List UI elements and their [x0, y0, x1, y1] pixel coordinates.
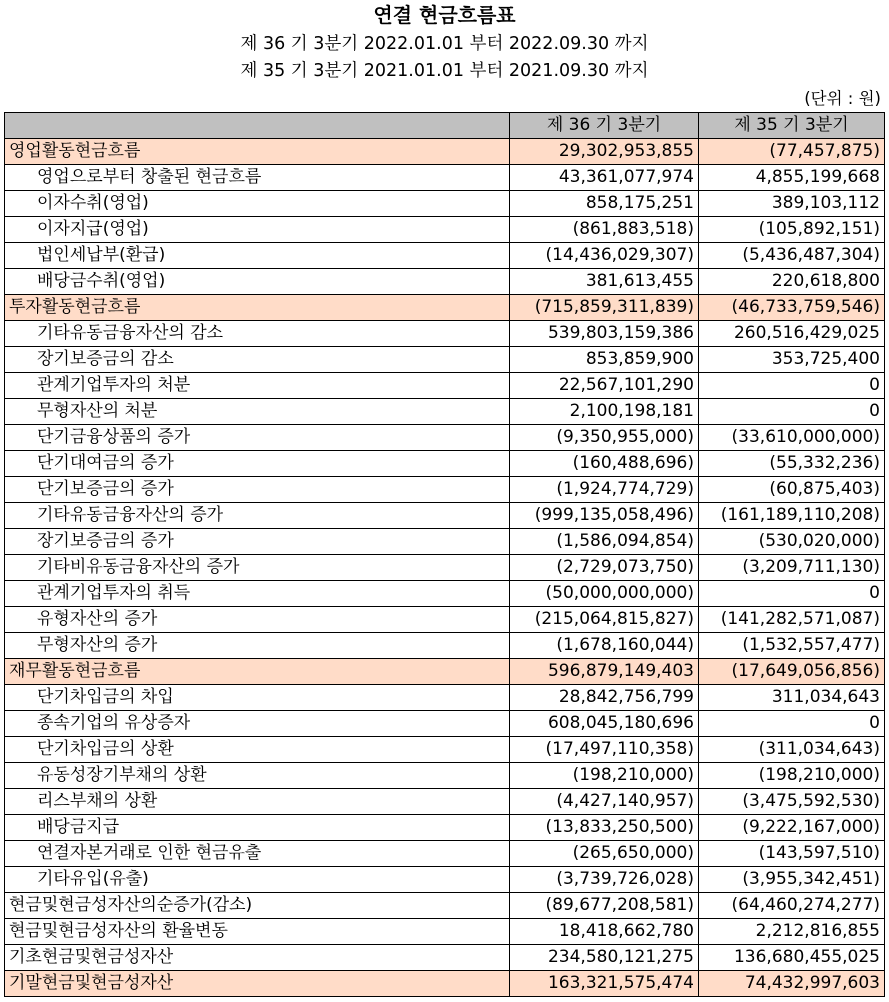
row-label: 무형자산의 처분	[5, 399, 510, 425]
table-row	[5, 425, 885, 451]
current-period-value: 539,803,159,386	[510, 321, 699, 347]
prior-period-value: 74,432,997,603	[699, 971, 885, 997]
current-period-value: 858,175,251	[510, 191, 699, 217]
row-label: 무형자산의 증가	[5, 633, 510, 659]
prior-period-value: (3,955,342,451)	[699, 867, 885, 893]
header-prior-period: 제 35 기 3분기	[699, 113, 885, 139]
table-row-section	[5, 295, 885, 321]
prior-period-value: 0	[699, 711, 885, 737]
current-period-value: 22,567,101,290	[510, 373, 699, 399]
table-row	[5, 607, 885, 633]
row-label: 연결자본거래로 인한 현금유출	[5, 841, 510, 867]
prior-period-value: 4,855,199,668	[699, 165, 885, 191]
prior-period-value: (3,475,592,530)	[699, 789, 885, 815]
statement-title: 연결 현금흐름표	[373, 3, 516, 27]
row-label: 이자지급(영업)	[5, 217, 510, 243]
table-row	[5, 555, 885, 581]
current-period-value: (1,678,160,044)	[510, 633, 699, 659]
current-period-value: (17,497,110,358)	[510, 737, 699, 763]
prior-period-value: (5,436,487,304)	[699, 243, 885, 269]
row-label: 현금및현금성자산의 환율변동	[5, 919, 510, 945]
current-period-value: (13,833,250,500)	[510, 815, 699, 841]
prior-period-value: (60,875,403)	[699, 477, 885, 503]
prior-period-value: 311,034,643	[699, 685, 885, 711]
prior-period-value: 0	[699, 373, 885, 399]
table-header-row	[5, 113, 885, 139]
row-label: 장기보증금의 증가	[5, 529, 510, 555]
current-period-value: (999,135,058,496)	[510, 503, 699, 529]
table-row	[5, 919, 885, 945]
prior-period-value: 0	[699, 399, 885, 425]
prior-period-value: 2,212,816,855	[699, 919, 885, 945]
period-prior: 제 35 기 3분기 2021.01.01 부터 2021.09.30 까지	[240, 61, 649, 81]
current-period-value: (4,427,140,957)	[510, 789, 699, 815]
table-row	[5, 191, 885, 217]
prior-period-value: (77,457,875)	[699, 139, 885, 165]
table-row	[5, 477, 885, 503]
prior-period-value: (33,610,000,000)	[699, 425, 885, 451]
row-label: 기초현금및현금성자산	[5, 945, 510, 971]
current-period-value: (1,924,774,729)	[510, 477, 699, 503]
period-current: 제 36 기 3분기 2022.01.01 부터 2022.09.30 까지	[240, 34, 649, 54]
row-label: 장기보증금의 감소	[5, 347, 510, 373]
prior-period-value: 220,618,800	[699, 269, 885, 295]
current-period-value: (89,677,208,581)	[510, 893, 699, 919]
current-period-value: 381,613,455	[510, 269, 699, 295]
current-period-value: 29,302,953,855	[510, 139, 699, 165]
row-label: 기타유동금융자산의 감소	[5, 321, 510, 347]
prior-period-value: 0	[699, 581, 885, 607]
table-row-section	[5, 139, 885, 165]
table-row	[5, 243, 885, 269]
table-row	[5, 711, 885, 737]
prior-period-value: (105,892,151)	[699, 217, 885, 243]
table-row	[5, 815, 885, 841]
row-label: 단기차입금의 상환	[5, 737, 510, 763]
current-period-value: 2,100,198,181	[510, 399, 699, 425]
unit-label: (단위 : 원)	[804, 89, 881, 108]
current-period-value: 18,418,662,780	[510, 919, 699, 945]
table-row	[5, 399, 885, 425]
header-current-period: 제 36 기 3분기	[510, 113, 699, 139]
prior-period-value: 389,103,112	[699, 191, 885, 217]
table-row	[5, 763, 885, 789]
row-label: 단기대여금의 증가	[5, 451, 510, 477]
prior-period-value: (17,649,056,856)	[699, 659, 885, 685]
table-row	[5, 165, 885, 191]
table-row	[5, 841, 885, 867]
row-label: 기말현금및현금성자산	[5, 971, 510, 997]
current-period-value: (9,350,955,000)	[510, 425, 699, 451]
table-row-section	[5, 971, 885, 997]
prior-period-value: (143,597,510)	[699, 841, 885, 867]
row-label: 단기보증금의 증가	[5, 477, 510, 503]
current-period-value: (198,210,000)	[510, 763, 699, 789]
table-row	[5, 451, 885, 477]
prior-period-value: (55,332,236)	[699, 451, 885, 477]
table-row	[5, 789, 885, 815]
table-row-section	[5, 659, 885, 685]
prior-period-value: (46,733,759,546)	[699, 295, 885, 321]
current-period-value: 163,321,575,474	[510, 971, 699, 997]
table-row	[5, 893, 885, 919]
table-body	[5, 139, 885, 997]
table-row	[5, 347, 885, 373]
prior-period-value: 353,725,400	[699, 347, 885, 373]
row-label: 배당금지급	[5, 815, 510, 841]
row-label: 현금및현금성자산의순증가(감소)	[5, 893, 510, 919]
current-period-value: (215,064,815,827)	[510, 607, 699, 633]
prior-period-value: (530,020,000)	[699, 529, 885, 555]
prior-period-value: (161,189,110,208)	[699, 503, 885, 529]
current-period-value: (14,436,029,307)	[510, 243, 699, 269]
row-label: 유형자산의 증가	[5, 607, 510, 633]
current-period-value: (3,739,726,028)	[510, 867, 699, 893]
prior-period-value: (141,282,571,087)	[699, 607, 885, 633]
prior-period-value: (9,222,167,000)	[699, 815, 885, 841]
cash-flow-table	[4, 112, 885, 997]
current-period-value: (265,650,000)	[510, 841, 699, 867]
row-label: 배당금수취(영업)	[5, 269, 510, 295]
row-label: 기타유입(유출)	[5, 867, 510, 893]
row-label: 유동성장기부채의 상환	[5, 763, 510, 789]
row-label: 리스부채의 상환	[5, 789, 510, 815]
prior-period-value: (311,034,643)	[699, 737, 885, 763]
row-label: 영업활동현금흐름	[5, 139, 510, 165]
current-period-value: 43,361,077,974	[510, 165, 699, 191]
row-label: 재무활동현금흐름	[5, 659, 510, 685]
prior-period-value: 136,680,455,025	[699, 945, 885, 971]
table-row	[5, 373, 885, 399]
prior-period-value: (64,460,274,277)	[699, 893, 885, 919]
current-period-value: (861,883,518)	[510, 217, 699, 243]
table-row	[5, 867, 885, 893]
table-row	[5, 321, 885, 347]
row-label: 법인세납부(환급)	[5, 243, 510, 269]
table-row	[5, 217, 885, 243]
row-label: 투자활동현금흐름	[5, 295, 510, 321]
table-row	[5, 269, 885, 295]
current-period-value: (160,488,696)	[510, 451, 699, 477]
row-label: 기타유동금융자산의 증가	[5, 503, 510, 529]
current-period-value: 608,045,180,696	[510, 711, 699, 737]
row-label: 영업으로부터 창출된 현금흐름	[5, 165, 510, 191]
row-label: 관계기업투자의 처분	[5, 373, 510, 399]
table-row	[5, 737, 885, 763]
table-row	[5, 685, 885, 711]
prior-period-value: 260,516,429,025	[699, 321, 885, 347]
row-label: 단기차입금의 차입	[5, 685, 510, 711]
current-period-value: 596,879,149,403	[510, 659, 699, 685]
table-row	[5, 945, 885, 971]
current-period-value: 853,859,900	[510, 347, 699, 373]
prior-period-value: (198,210,000)	[699, 763, 885, 789]
current-period-value: (1,586,094,854)	[510, 529, 699, 555]
prior-period-value: (3,209,711,130)	[699, 555, 885, 581]
table-row	[5, 581, 885, 607]
row-label: 관계기업투자의 취득	[5, 581, 510, 607]
table-row	[5, 529, 885, 555]
row-label: 기타비유동금융자산의 증가	[5, 555, 510, 581]
current-period-value: 234,580,121,275	[510, 945, 699, 971]
prior-period-value: (1,532,557,477)	[699, 633, 885, 659]
row-label: 단기금융상품의 증가	[5, 425, 510, 451]
row-label: 이자수취(영업)	[5, 191, 510, 217]
header-label-column	[5, 113, 510, 139]
table-row	[5, 633, 885, 659]
current-period-value: (715,859,311,839)	[510, 295, 699, 321]
row-label: 종속기업의 유상증자	[5, 711, 510, 737]
current-period-value: (50,000,000,000)	[510, 581, 699, 607]
current-period-value: 28,842,756,799	[510, 685, 699, 711]
table-row	[5, 503, 885, 529]
current-period-value: (2,729,073,750)	[510, 555, 699, 581]
